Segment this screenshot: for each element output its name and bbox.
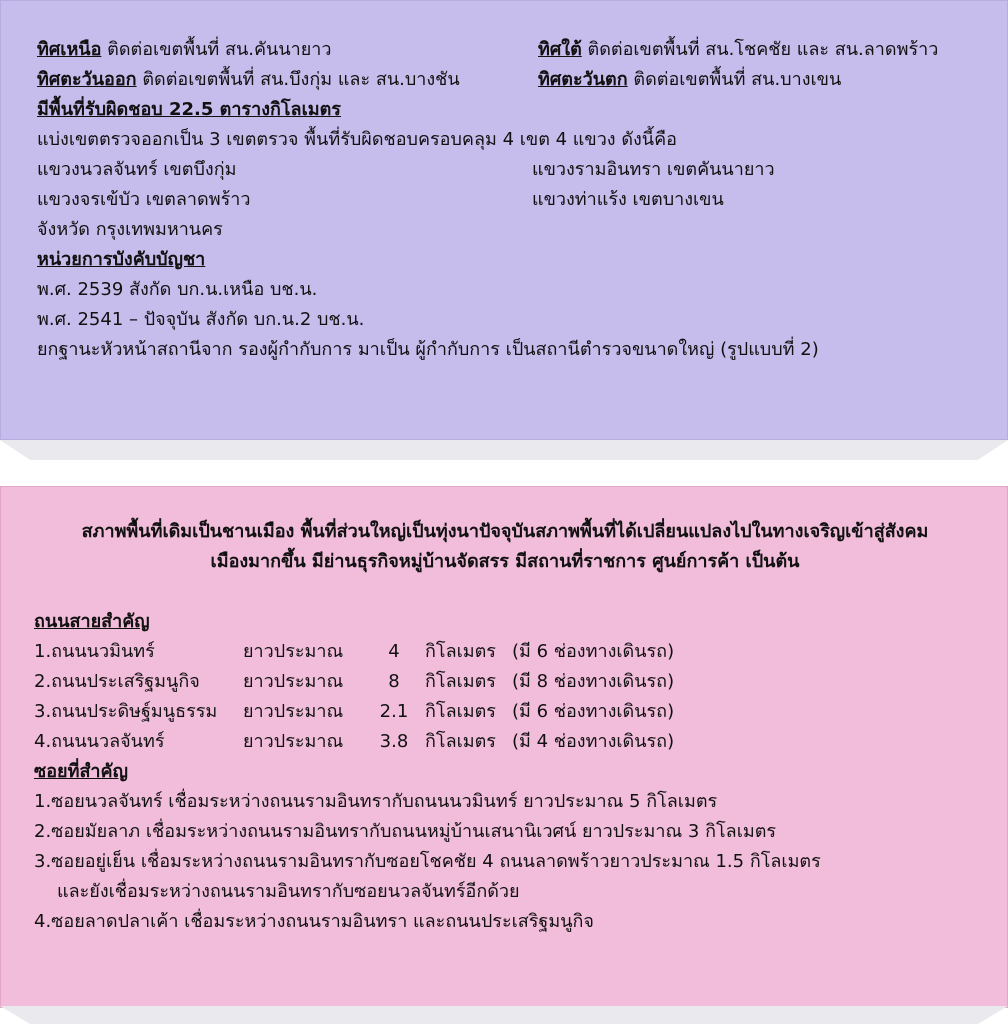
road-name: 4.ถนนนวลจันทร์ — [34, 731, 165, 752]
road-length-value: 2.1 — [379, 701, 409, 722]
road-length-label: ยาวประมาณ — [243, 641, 344, 662]
east-text: ติดต่อเขตพื้นที่ สน.บึงกุ่ม และ สน.บางชัน — [142, 69, 460, 90]
road-length-label: ยาวประมาณ — [243, 731, 344, 752]
road-length-value: 3.8 — [379, 731, 409, 752]
road-unit: กิโลเมตร — [425, 641, 496, 662]
environment-panel — [0, 486, 1008, 1008]
panel-shadow — [0, 1006, 1008, 1024]
north-boundary — [37, 37, 332, 63]
soi-item: 3.ซอยอยู่เย็น เชื่อมระหว่างถนนรามอินทรากับซอยโชคชัย 4 ถนนลาดพร้าวยาวประมาณ 1.5 กิโลเมตร — [34, 851, 821, 872]
subdistrict-item: แขวงท่าแร้ง เขตบางเขน — [532, 189, 724, 210]
east-label: ทิศตะวันออก — [37, 69, 137, 90]
south-boundary — [538, 37, 938, 63]
road-name: 2.ถนนประเสริฐมนูกิจ — [34, 671, 200, 692]
command-heading: หน่วยการบังคับบัญชา — [37, 249, 206, 270]
road-lanes: (มี 6 ช่องทางเดินรถ) — [512, 701, 675, 722]
road-lanes: (มี 8 ช่องทางเดินรถ) — [512, 671, 675, 692]
panel-shadow — [0, 440, 1008, 460]
soi-heading: ซอยที่สำคัญ — [34, 761, 128, 782]
roads-heading: ถนนสายสำคัญ — [34, 611, 150, 632]
subdistrict-item: แขวงรามอินทรา เขตคันนายาว — [532, 159, 775, 180]
soi-item: 4.ซอยลาดปลาเค้า เชื่อมระหว่างถนนรามอินทรา และถนนประเสริฐมนูกิจ — [34, 911, 594, 932]
area-heading: มีพื้นที่รับผิดชอบ 22.5 ตารางกิโลเมตร — [37, 99, 341, 120]
road-name: 3.ถนนประดิษฐ์มนูธรรม — [34, 701, 218, 722]
road-unit: กิโลเมตร — [425, 731, 496, 752]
east-boundary — [37, 67, 460, 93]
division-text: แบ่งเขตตรวจออกเป็น 3 เขตตรวจ พื้นที่รับผิดชอบครอบคลุม 4 เขต 4 แขวง ดังนี้คือ — [37, 129, 677, 150]
soi-item: 2.ซอยมัยลาภ เชื่อมระหว่างถนนรามอินทรากับถนนหมู่บ้านเสนานิเวศน์ ยาวประมาณ 3 กิโลเมตร — [34, 821, 777, 842]
west-label: ทิศตะวันตก — [538, 69, 628, 90]
west-text: ติดต่อเขตพื้นที่ สน.บางเขน — [633, 69, 842, 90]
road-unit: กิโลเมตร — [425, 701, 496, 722]
road-name: 1.ถนนนวมินทร์ — [34, 641, 155, 662]
command-line: ยกฐานะหัวหน้าสถานีจาก รองผู้กำกับการ มาเป็น ผู้กำกับการ เป็นสถานีตำรวจขนาดใหญ่ (รูปแบบที่ 2) — [37, 339, 819, 360]
subdistrict-item: แขวงจรเข้บัว เขตลาดพร้าว — [37, 189, 251, 210]
command-line: พ.ศ. 2541 – ปัจจุบัน สังกัด บก.น.2 บช.น. — [37, 309, 365, 330]
road-unit: กิโลเมตร — [425, 671, 496, 692]
road-length-label: ยาวประมาณ — [243, 671, 344, 692]
province: จังหวัด กรุงเทพมหานคร — [37, 219, 223, 240]
road-length-label: ยาวประมาณ — [243, 701, 344, 722]
intro-line: เมืองมากขึ้น มีย่านธุรกิจหมู่บ้านจัดสรร มีสถานที่ราชการ ศูนย์การค้า เป็นต้น — [210, 551, 800, 572]
road-lanes: (มี 4 ช่องทางเดินรถ) — [512, 731, 675, 752]
soi-item: 1.ซอยนวลจันทร์ เชื่อมระหว่างถนนรามอินทรากับถนนนวมินทร์ ยาวประมาณ 5 กิโลเมตร — [34, 791, 718, 812]
road-length-value: 8 — [388, 671, 400, 692]
north-label: ทิศเหนือ — [37, 39, 102, 60]
south-text: ติดต่อเขตพื้นที่ สน.โชคชัย และ สน.ลาดพร้าว — [587, 39, 939, 60]
south-label: ทิศใต้ — [538, 39, 582, 60]
road-length-value: 4 — [388, 641, 400, 662]
subdistrict-item: แขวงนวลจันทร์ เขตบึงกุ่ม — [37, 159, 237, 180]
west-boundary — [538, 67, 841, 93]
intro-line: สภาพพื้นที่เดิมเป็นชานเมือง พื้นที่ส่วนใหญ่เป็นทุ่งนาปัจจุบันสภาพพื้นที่ได้เปลี่ยนแปลงไปในทางเจริญเข้าสู่สังคม — [81, 521, 929, 542]
north-text: ติดต่อเขตพื้นที่ สน.คันนายาว — [107, 39, 332, 60]
soi-item-continuation: และยังเชื่อมระหว่างถนนรามอินทรากับซอยนวลจันทร์อีกด้วย — [57, 881, 520, 902]
command-line: พ.ศ. 2539 สังกัด บก.น.เหนือ บช.น. — [37, 279, 318, 300]
area-info-panel — [0, 0, 1008, 440]
road-lanes: (มี 6 ช่องทางเดินรถ) — [512, 641, 675, 662]
